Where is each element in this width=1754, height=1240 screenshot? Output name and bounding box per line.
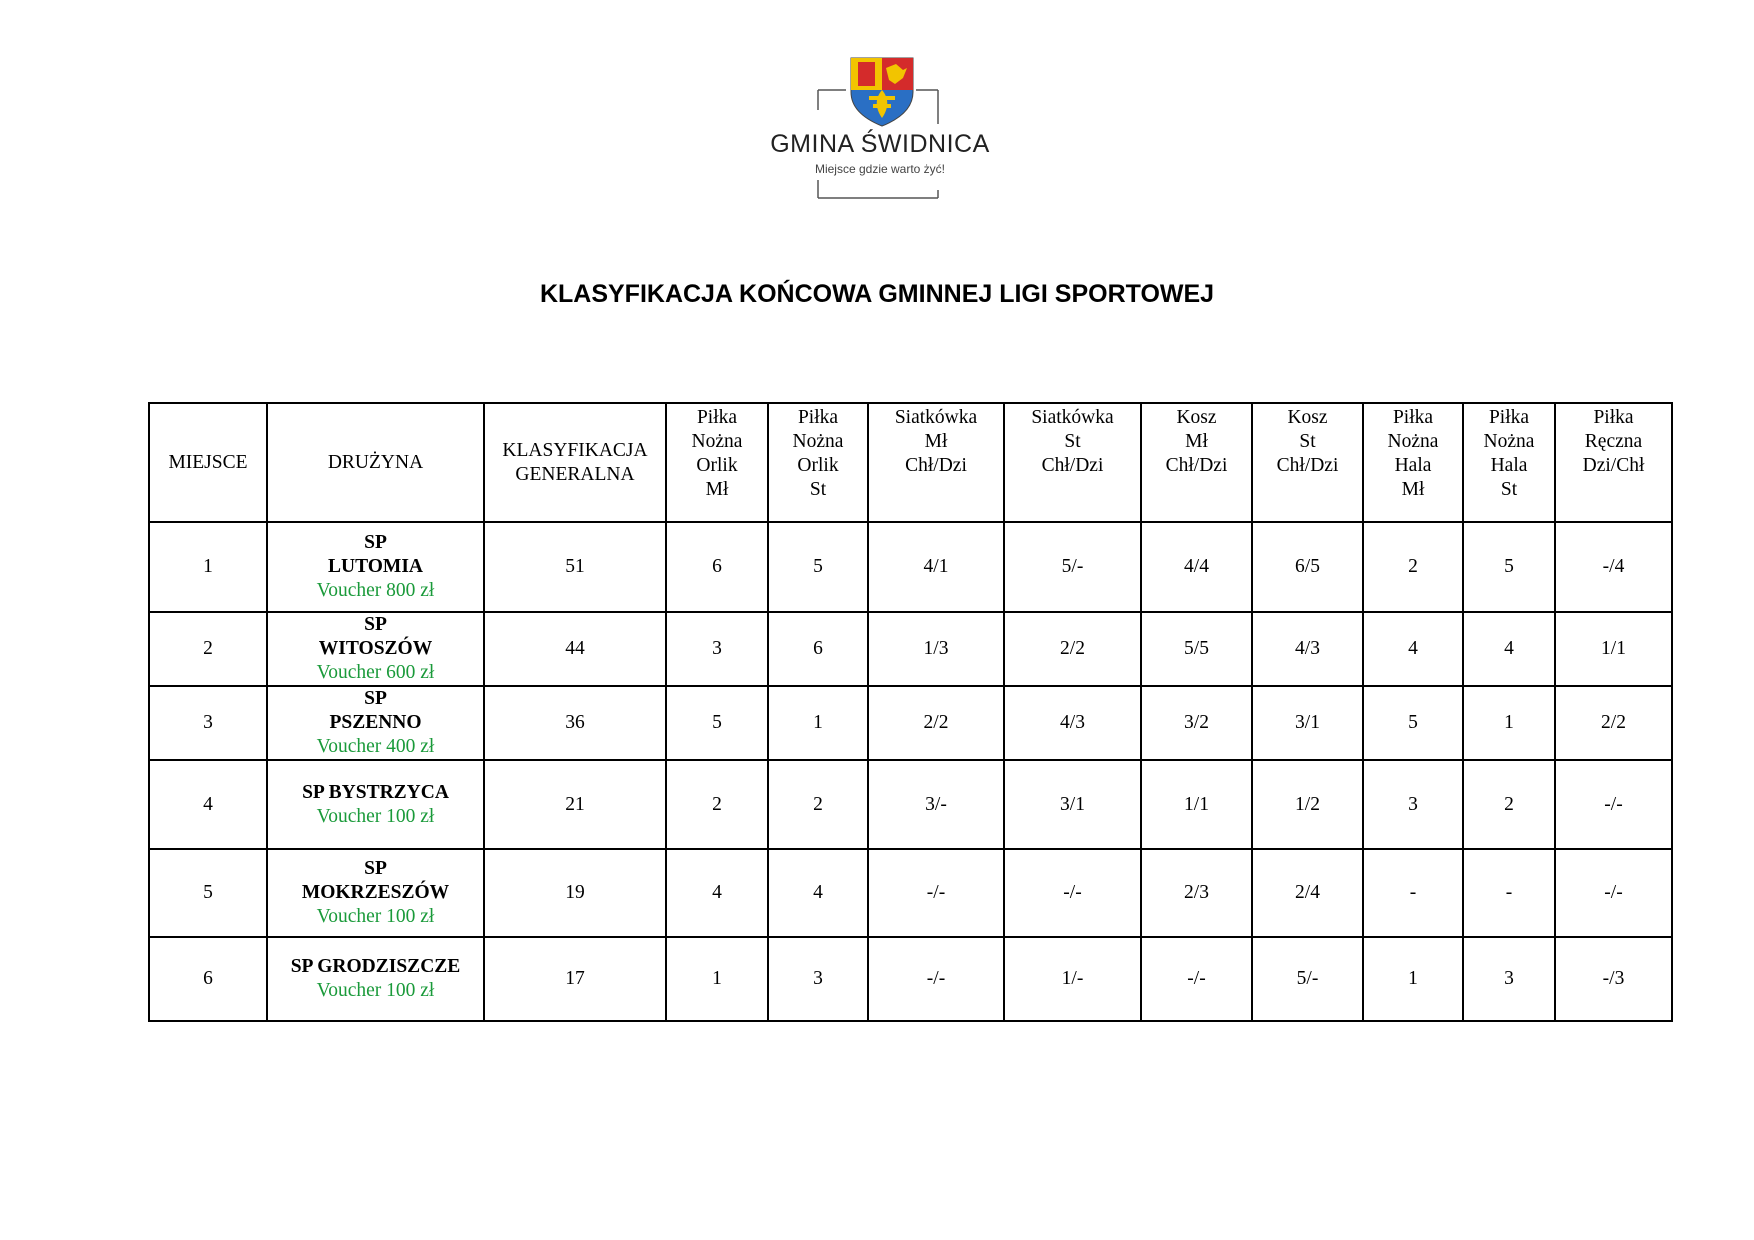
cell-team — [267, 849, 484, 937]
header-volleyball-young: Siatkówka Mł Chł/Dzi — [868, 403, 1004, 522]
cell-value: 4 — [1463, 612, 1555, 686]
cell-general: 17 — [484, 937, 666, 1021]
cell-value: -/3 — [1555, 937, 1672, 1021]
cell-general: 51 — [484, 522, 666, 612]
header-team: DRUŻYNA — [267, 403, 484, 522]
cell-value: 1/- — [1004, 937, 1141, 1021]
cell-value: 5/- — [1004, 522, 1141, 612]
cell-value: 1 — [1363, 937, 1463, 1021]
voucher-label: Voucher 400 zł — [316, 736, 435, 757]
cell-place: 6 — [149, 937, 267, 1021]
cell-value: 6 — [666, 522, 768, 612]
voucher-label: Voucher 800 zł — [316, 580, 435, 601]
cell-value: 2/2 — [868, 686, 1004, 760]
cell-value: 3 — [1463, 937, 1555, 1021]
table-row — [149, 686, 1672, 760]
table-row — [149, 522, 1672, 612]
cell-general: 21 — [484, 760, 666, 849]
table-row — [149, 612, 1672, 686]
cell-team — [267, 612, 484, 686]
cell-value: -/- — [1004, 849, 1141, 937]
cell-value: 4/1 — [868, 522, 1004, 612]
cell-team — [267, 522, 484, 612]
cell-value: 2/2 — [1555, 686, 1672, 760]
cell-value: 6/5 — [1252, 522, 1363, 612]
cell-value: 5 — [1363, 686, 1463, 760]
cell-general: 19 — [484, 849, 666, 937]
logo-tagline: Miejsce gdzie warto żyć! — [814, 162, 946, 176]
results-table — [148, 402, 1673, 1022]
team-name-line: SP — [364, 858, 387, 879]
header-basketball-senior: Kosz St Chł/Dzi — [1252, 403, 1363, 522]
voucher-label: Voucher 100 zł — [316, 906, 435, 927]
cell-value: 4 — [666, 849, 768, 937]
team-name-line: WITOSZÓW — [318, 638, 433, 659]
cell-value: 1/2 — [1252, 760, 1363, 849]
voucher-label: Voucher 100 zł — [316, 980, 435, 1001]
cell-value: 5 — [1463, 522, 1555, 612]
header-volleyball-senior: Siatkówka St Chł/Dzi — [1004, 403, 1141, 522]
cell-value: 1/3 — [868, 612, 1004, 686]
cell-value: 4/3 — [1252, 612, 1363, 686]
cell-value: -/- — [868, 937, 1004, 1021]
cell-value: 3 — [666, 612, 768, 686]
cell-team — [267, 760, 484, 849]
cell-value: 2 — [768, 760, 868, 849]
cell-value: - — [1463, 849, 1555, 937]
cell-value: 2/4 — [1252, 849, 1363, 937]
cell-place: 5 — [149, 849, 267, 937]
team-name-line: SP — [364, 688, 387, 709]
cell-value: 3/1 — [1252, 686, 1363, 760]
cell-value: 3/- — [868, 760, 1004, 849]
cell-value: - — [1363, 849, 1463, 937]
cell-value: -/- — [1141, 937, 1252, 1021]
cell-value: 5/- — [1252, 937, 1363, 1021]
cell-value: 1 — [768, 686, 868, 760]
cell-value: 1 — [666, 937, 768, 1021]
voucher-label: Voucher 100 zł — [316, 805, 435, 827]
cell-value: 5 — [666, 686, 768, 760]
table-row — [149, 849, 1672, 937]
team-name-line: PSZENNO — [329, 712, 422, 733]
cell-value: 2 — [1363, 522, 1463, 612]
cell-value: -/- — [1555, 849, 1672, 937]
table-row — [149, 937, 1672, 1021]
team-name-line: SP — [364, 614, 387, 635]
cell-value: 3/2 — [1141, 686, 1252, 760]
header-basketball-young: Kosz Mł Chł/Dzi — [1141, 403, 1252, 522]
header-football-hall-young: Piłka Nożna Hala Mł — [1363, 403, 1463, 522]
page-title: KLASYFIKACJA KOŃCOWA GMINNEJ LIGI SPORTOWEJ — [539, 280, 1215, 308]
cell-place: 4 — [149, 760, 267, 849]
header-football-hall-senior: Piłka Nożna Hala St — [1463, 403, 1555, 522]
cell-value: 3 — [768, 937, 868, 1021]
cell-value: 1/1 — [1555, 612, 1672, 686]
logo-name: GMINA ŚWIDNICA — [770, 130, 990, 158]
header-football-orlik-senior: Piłka Nożna Orlik St — [768, 403, 868, 522]
cell-value: 3/1 — [1004, 760, 1141, 849]
cell-value: 2/3 — [1141, 849, 1252, 937]
team-name-line: LUTOMIA — [328, 556, 423, 577]
cell-place: 2 — [149, 612, 267, 686]
header-football-orlik-young: Piłka Nożna Orlik Mł — [666, 403, 768, 522]
coat-of-arms-icon — [770, 52, 990, 127]
header-general: KLASYFIKACJA GENERALNA — [484, 403, 666, 522]
table-header-row — [149, 403, 1672, 522]
cell-value: 3 — [1363, 760, 1463, 849]
team-name-line: SP BYSTRZYCA — [302, 781, 449, 803]
team-name-line: SP — [364, 532, 387, 553]
cell-value: -/4 — [1555, 522, 1672, 612]
cell-team — [267, 937, 484, 1021]
cell-value: 2 — [666, 760, 768, 849]
cell-value: -/- — [1555, 760, 1672, 849]
cell-value: 4 — [768, 849, 868, 937]
cell-value: 2/2 — [1004, 612, 1141, 686]
cell-value: 4/3 — [1004, 686, 1141, 760]
cell-value: 4 — [1363, 612, 1463, 686]
team-name-line: MOKRZESZÓW — [301, 882, 450, 903]
cell-value: 1/1 — [1141, 760, 1252, 849]
header-place: MIEJSCE — [149, 403, 267, 522]
team-name-line: SP GRODZISZCZE — [290, 956, 461, 977]
cell-general: 44 — [484, 612, 666, 686]
cell-value: 1 — [1463, 686, 1555, 760]
cell-team — [267, 686, 484, 760]
cell-value: 2 — [1463, 760, 1555, 849]
voucher-label: Voucher 600 zł — [316, 662, 435, 683]
table-row — [149, 760, 1672, 849]
cell-place: 1 — [149, 522, 267, 612]
cell-value: 5/5 — [1141, 612, 1252, 686]
cell-value: 6 — [768, 612, 868, 686]
gmina-logo — [770, 52, 990, 202]
header-handball: Piłka Ręczna Dzi/Chł — [1555, 403, 1672, 522]
cell-value: 4/4 — [1141, 522, 1252, 612]
cell-value: -/- — [868, 849, 1004, 937]
cell-value: 5 — [768, 522, 868, 612]
cell-general: 36 — [484, 686, 666, 760]
cell-place: 3 — [149, 686, 267, 760]
